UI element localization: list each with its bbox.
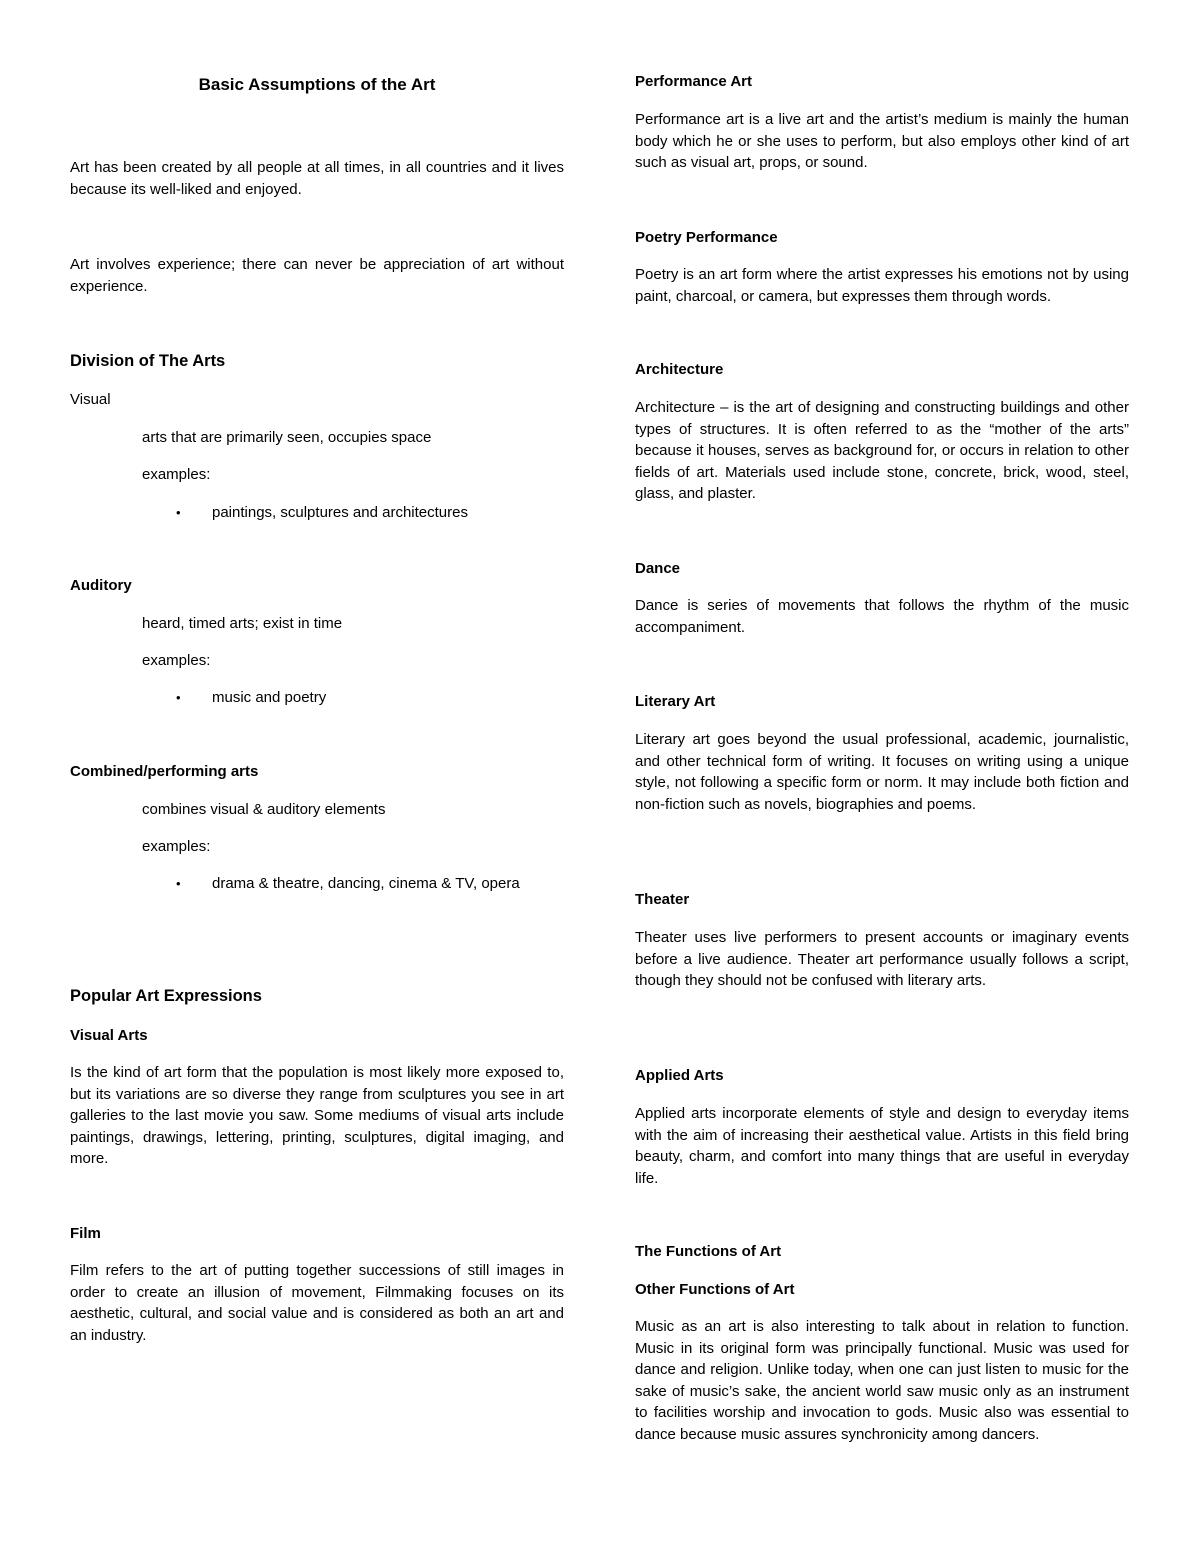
- other-functions-heading: Other Functions of Art: [635, 1281, 795, 1298]
- dance-paragraph: Dance is series of movements that follows the rhythm of the music accompaniment.: [635, 597, 1129, 636]
- visual-arts-paragraph: Is the kind of art form that the population is most likely more exposed to, but its variations are so diverse they range from sculptures you see in art galleries to the last movie you saw. Some mediums of visual arts include paintings, drawings, lettering, printing, sculptures, digital imaging, and more.: [70, 1064, 564, 1167]
- auditory-example-item: [70, 687, 564, 709]
- applied-arts-heading: Applied Arts: [635, 1067, 724, 1084]
- page-title: Basic Assumptions of the Art: [198, 75, 436, 94]
- dance-heading: Dance: [635, 560, 681, 577]
- theater-heading: Theater: [635, 891, 690, 908]
- auditory-examples-label: examples:: [142, 652, 211, 669]
- bullet-icon: •: [176, 505, 181, 520]
- assumption-paragraph-1: Art has been created by all people at all times, in all countries and it lives because its well-liked and enjoyed.: [70, 159, 564, 198]
- visual-examples-label: examples:: [142, 466, 211, 483]
- visual-example-text: paintings, sculptures and architectures: [212, 504, 468, 521]
- combined-examples-label: examples:: [142, 838, 211, 855]
- poetry-performance-paragraph: Poetry is an art form where the artist expresses his emotions not by using paint, charcoal, or camera, but expresses them through words.: [635, 266, 1129, 305]
- architecture-paragraph: Architecture – is the art of designing and constructing buildings and other types of structures. It is often referred to as the “mother of the arts” because it houses, serves as background for, or occurs in relation to other fields of art. Materials used include stone, concrete, brick, wood, steel, glass, and plaster.: [635, 399, 1129, 502]
- poetry-performance-heading: Poetry Performance: [635, 229, 778, 246]
- assumption-paragraph-2: Art involves experience; there can never be appreciation of art without experience.: [70, 256, 564, 295]
- performance-art-heading: Performance Art: [635, 73, 752, 90]
- applied-arts-paragraph: Applied arts incorporate elements of style and design to everyday items with the aim of increasing their aesthetical value. Artists in this field bring beauty, charm, and comfort into many things that are useful in everyday life.: [635, 1105, 1129, 1187]
- auditory-example-text: music and poetry: [212, 689, 327, 706]
- literary-art-heading: Literary Art: [635, 693, 716, 710]
- theater-paragraph: Theater uses live performers to present accounts or imaginary events before a live audience. Theater art performance usually follows a script, though they should not be confused with literary arts.: [635, 929, 1129, 989]
- combined-description: combines visual & auditory elements: [142, 801, 386, 818]
- division-heading: Division of The Arts: [70, 352, 226, 370]
- bullet-icon: •: [176, 690, 181, 705]
- other-functions-paragraph: Music as an art is also interesting to talk about in relation to function. Music in its original form was principally functional. Music was used for dance and religion. Unlike today, when one can just listen to music for the sake of music’s sake, the ancient world saw music only as an instrument to facilities worship and invocation to gods. Music also was essential to dance because music assures synchronicity among dancers.: [635, 1318, 1129, 1443]
- film-heading: Film: [70, 1225, 101, 1242]
- visual-heading: Visual: [70, 391, 111, 408]
- architecture-heading: Architecture: [635, 361, 724, 378]
- functions-heading: The Functions of Art: [635, 1243, 782, 1260]
- film-paragraph: Film refers to the art of putting together successions of still images in order to create an illusion of movement, Filmmaking focuses on its aesthetic, cultural, and social value and is considered as both an art and an industry.: [70, 1262, 564, 1344]
- combined-example-item: [70, 873, 564, 895]
- combined-heading: Combined/performing arts: [70, 763, 259, 780]
- visual-arts-heading: Visual Arts: [70, 1027, 148, 1044]
- visual-example-item: [70, 502, 564, 524]
- auditory-heading: Auditory: [70, 577, 132, 594]
- auditory-description: heard, timed arts; exist in time: [142, 615, 343, 632]
- performance-art-paragraph: Performance art is a live art and the artist’s medium is mainly the human body which he or she uses to perform, but also employs other kind of art such as visual art, props, or sound.: [635, 111, 1129, 171]
- literary-art-paragraph: Literary art goes beyond the usual professional, academic, journalistic, and other technical form of writing. It focuses on writing using a unique style, not following a specific form or norm. It may include both fiction and non-fiction such as novels, biographies and poems.: [635, 731, 1129, 813]
- visual-description: arts that are primarily seen, occupies space: [142, 429, 432, 446]
- popular-heading: Popular Art Expressions: [70, 987, 262, 1005]
- bullet-icon: •: [176, 876, 181, 891]
- combined-example-text: drama & theatre, dancing, cinema & TV, opera: [212, 875, 520, 892]
